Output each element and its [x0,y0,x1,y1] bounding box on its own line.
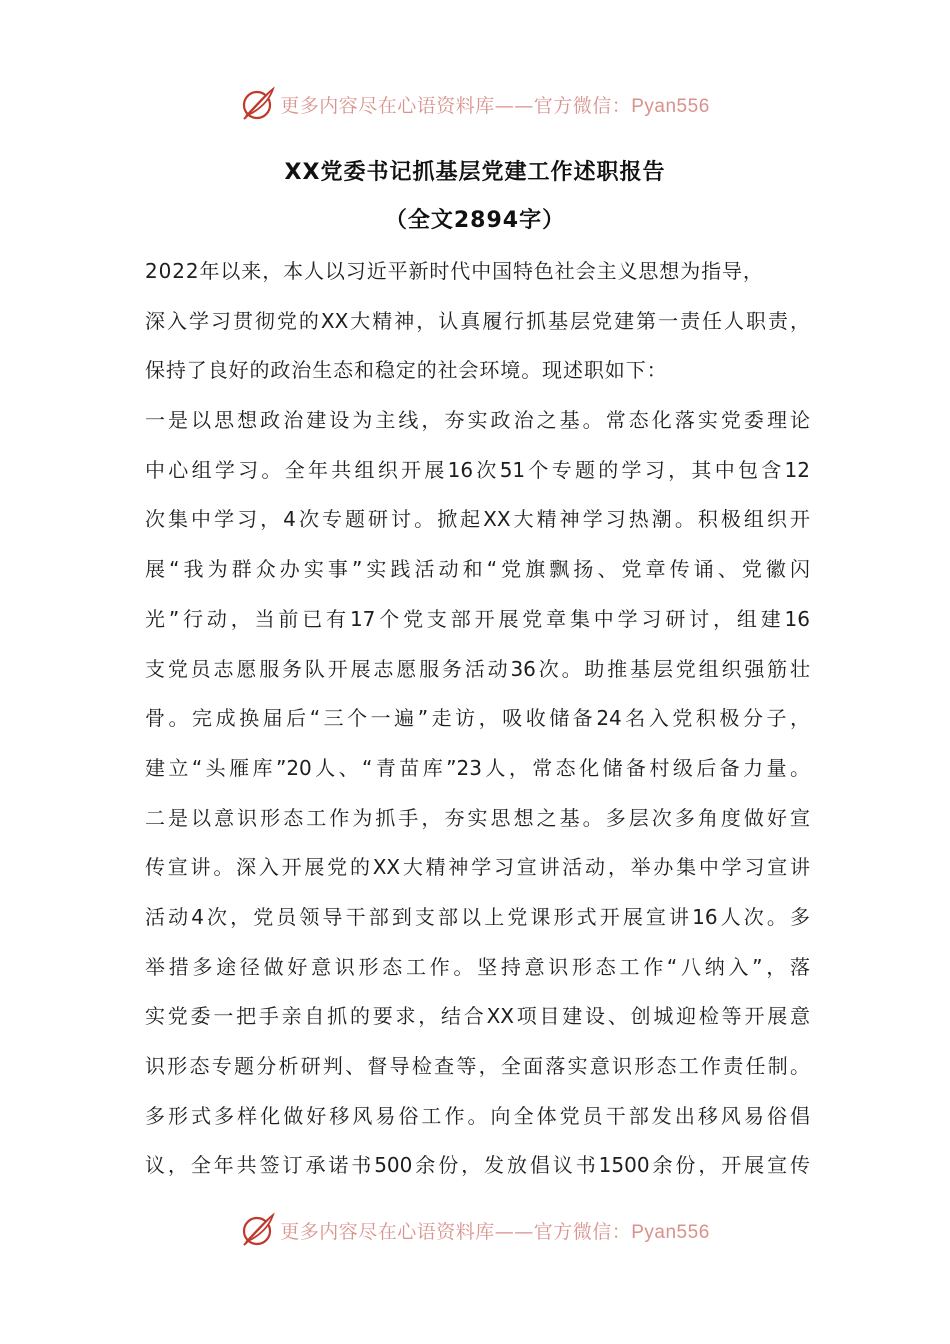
body-line: 2022年以来，本人以习近平新时代中国特色社会主义思想为指导， [145,259,764,283]
body-line: 次集中学习，4次专题研讨。掀起XX大精神学习热潮。积极组织开 [145,507,810,532]
body-line: 活动4次，党员领导干部到支部以上党课形式开展宣讲16人次。多 [145,904,810,929]
body-line: 二是以意识形态工作为抓手，夯实思想之基。多层次多角度做好宣 [145,805,810,830]
body-line: 实党委一把手亲自抓的要求，结合XX项目建设、创城迎检等开展意 [145,1004,810,1029]
body-line: 中心组学习。全年共组织开展16次51个专题的学习，其中包含12 [145,457,810,482]
wechat-id: Pyan556 [631,95,710,117]
body-line: 传宣讲。深入开展党的XX大精神学习宣讲活动，举办集中学习宣讲 [145,855,810,880]
body-line: 建立“头雁库”20人、“青苗库”23人，常态化储备村级后备力量。 [145,755,810,780]
body-line: 骨。完成换届后“三个一遍”走访，吸收储备24名入党积极分子， [145,706,810,731]
body-line: 一是以思想政治建设为主线，夯实政治之基。常态化落实党委理论 [145,408,810,433]
quill-pen-logo-icon [240,86,276,122]
quill-pen-logo-icon [240,1212,276,1248]
body-line: 多形式多样化做好移风易俗工作。向全体党员干部发出移风易俗倡 [145,1103,810,1128]
body-line: 举措多途径做好意识形态工作。坚持意识形态工作“八纳入”，落 [145,954,810,979]
document-title: XX党委书记抓基层党建工作述职报告 [284,160,666,185]
body-line: 保持了良好的政治生态和稳定的社会环境。现述职如下： [145,358,668,383]
document-body [145,253,810,1197]
watermark-message: 更多内容尽在心语资料库——官方微信： [280,1220,632,1243]
watermark-text [280,1217,710,1244]
body-line: 支党员志愿服务队开展志愿服务活动36次。助推基层党组织强筋壮 [145,656,810,681]
watermark-text [280,91,710,118]
document-subtitle: （全文2894字） [384,208,566,233]
wechat-id: Pyan556 [631,1221,710,1243]
body-line: 议，全年共签订承诺书500余份，发放倡议书1500余份，开展宣传 [145,1153,810,1178]
header-watermark-banner [0,82,950,126]
footer-watermark-banner [0,1208,950,1252]
watermark-message: 更多内容尽在心语资料库——官方微信： [280,94,632,117]
body-line: 展“我为群众办实事”实践活动和“党旗飘扬、党章传诵、党徽闪 [145,557,810,582]
body-line: 深入学习贯彻党的XX大精神，认真履行抓基层党建第一责任人职责， [145,308,810,333]
body-line: 光”行动，当前已有17个党支部开展党章集中学习研讨，组建16 [145,606,810,631]
body-line: 识形态专题分析研判、督导检查等，全面落实意识形态工作责任制。 [145,1054,810,1078]
